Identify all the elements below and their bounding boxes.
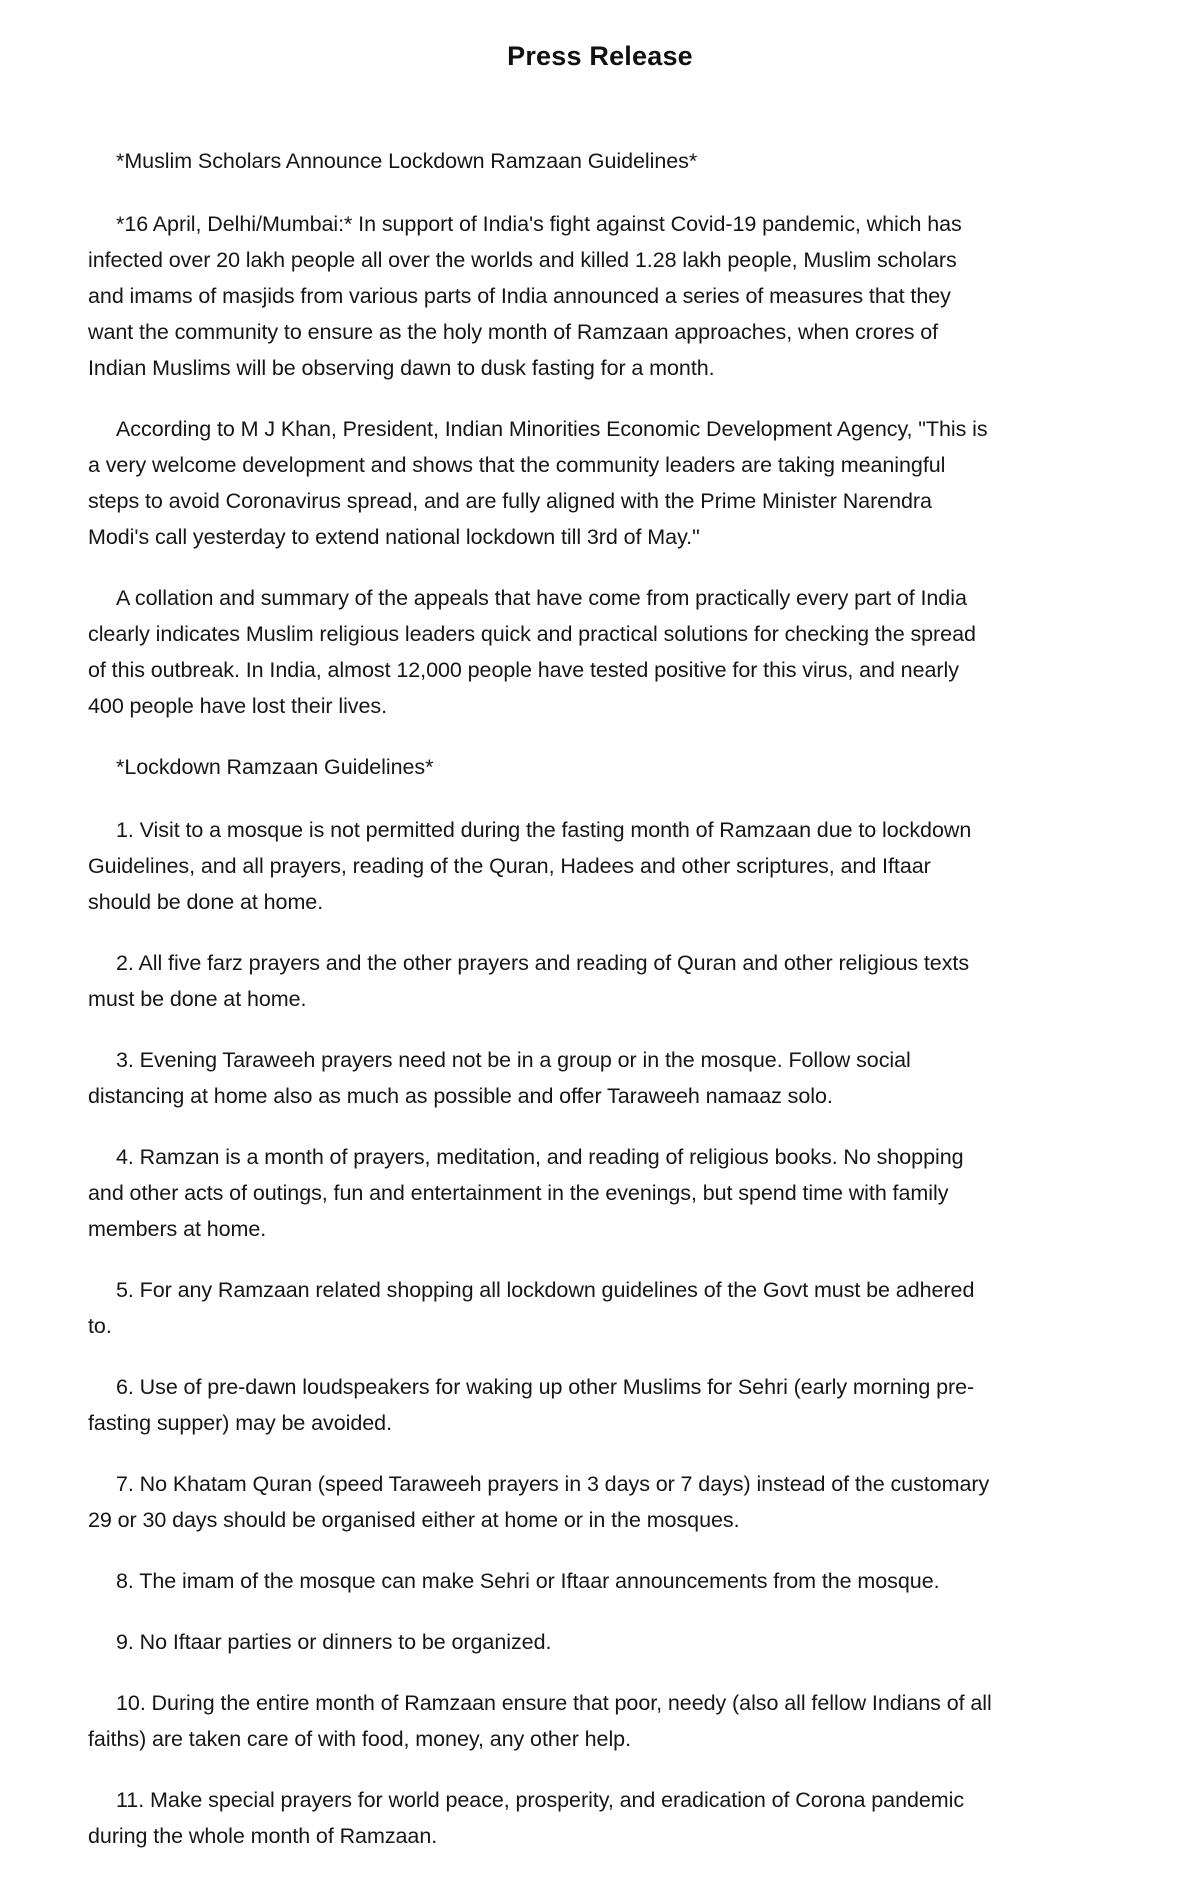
guideline-item-3: 3. Evening Taraweeh prayers need not be in a group or in the mosque. Follow social distancing at home also as much as possible and offer Taraweeh namaaz solo. (88, 1048, 911, 1108)
paragraph-dateline: *16 April, Delhi/Mumbai:* In support of India's fight against Covid-19 pandemic, which has infected over 20 lakh people all over the worlds and killed 1.28 lakh people, Muslim scholars and imams of masjids from various parts of India announced a series of measures that they want the community to ensure as the holy month of Ramzaan approaches, when crores of Indian Muslims will be observing dawn to dusk fasting for a month. (88, 212, 962, 380)
paragraph-collation: A collation and summary of the appeals that have come from practically every part of India clearly indicates Muslim religious leaders quick and practical solutions for checking the spread of this outbreak. In India, almost 12,000 people have tested positive for this virus, and nearly 400 people have lost their lives. (88, 586, 976, 718)
guideline-item-6: 6. Use of pre-dawn loudspeakers for waking up other Muslims for Sehri (early morning pre-fasting supper) may be avoided. (88, 1375, 975, 1435)
guideline-item-8: 8. The imam of the mosque can make Sehri or Iftaar announcements from the mosque. (116, 1569, 940, 1593)
guideline-item-7: 7. No Khatam Quran (speed Taraweeh prayers in 3 days or 7 days) instead of the customary 29 or 30 days should be organised either at home or in the mosques. (88, 1472, 990, 1532)
guideline-item-11: 11. Make special prayers for world peace, prosperity, and eradication of Corona pandemic during the whole month of Ramzaan. (88, 1788, 965, 1848)
paragraph-quote: According to M J Khan, President, Indian Minorities Economic Development Agency, "This is a very welcome development and shows that the community leaders are taking meaningful steps to avoid Coronavirus spread, and are fully aligned with the Prime Minister Narendra Modi's call yesterday to extend national lockdown till 3rd of May." (88, 417, 988, 549)
guideline-item-5: 5. For any Ramzaan related shopping all lockdown guidelines of the Govt must be adhered to. (88, 1278, 975, 1338)
guideline-item-9: 9. No Iftaar parties or dinners to be organized. (116, 1630, 552, 1654)
paragraph-guidelines-heading: *Lockdown Ramzaan Guidelines* (116, 755, 434, 779)
guideline-item-1: 1. Visit to a mosque is not permitted during the fasting month of Ramzaan due to lockdown Guidelines, and all prayers, reading of the Quran, Hadees and other scriptures, and Iftaar should be done at home. (88, 818, 972, 914)
page-title: Press Release (507, 41, 693, 71)
guideline-item-4: 4. Ramzan is a month of prayers, meditation, and reading of religious books. No shopping and other acts of outings, fun and entertainment in the evenings, but spend time with family members at home. (88, 1145, 964, 1241)
guideline-item-10: 10. During the entire month of Ramzaan ensure that poor, needy (also all fellow Indians of all faiths) are taken care of with food, money, any other help. (88, 1691, 992, 1751)
paragraph-headline: *Muslim Scholars Announce Lockdown Ramzaan Guidelines* (116, 149, 698, 173)
document-body (88, 143, 998, 1879)
guideline-item-2: 2. All five farz prayers and the other prayers and reading of Quran and other religious texts must be done at home. (88, 951, 970, 1011)
